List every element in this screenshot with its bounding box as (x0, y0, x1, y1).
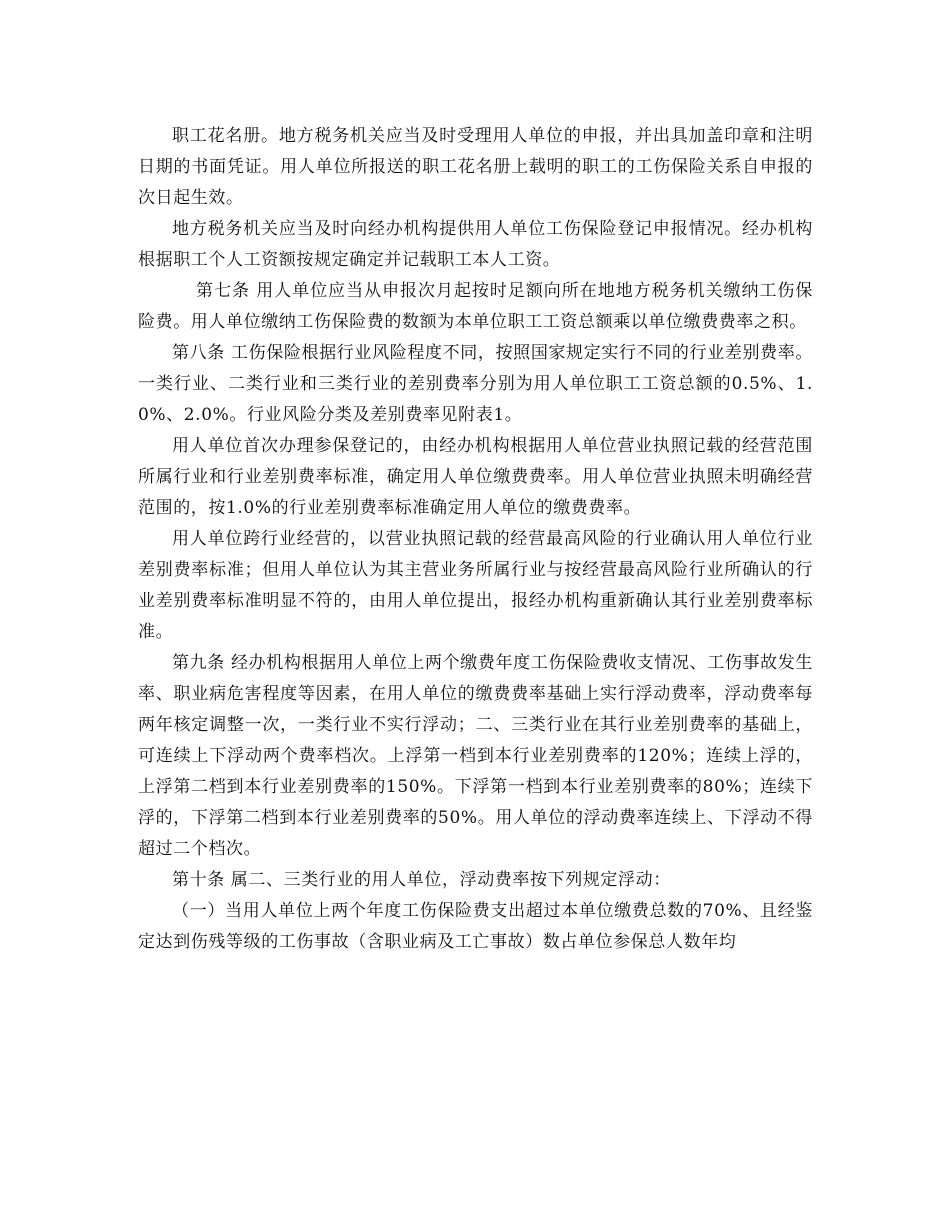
document-body (138, 121, 813, 958)
paragraph-1: 职工花名册。地方税务机关应当及时受理用人单位的申报，并出具加盖印章和注明日期的书面凭证。用人单位所报送的职工花名册上载明的职工的工伤保险关系自申报的次日起生效。 (138, 126, 813, 208)
paragraph-article-7: 第七条 用人单位应当从申报次月起按时足额向所在地地方税务机关缴纳工伤保险费。用人单位缴纳工伤保险费的数额为本单位职工工资总额乘以单位缴费费率之积。 (138, 281, 813, 332)
paragraph-article-10: 第十条 属二、三类行业的用人单位，浮动费率按下列规定浮动： (172, 870, 671, 890)
paragraph-article-9: 第九条 经办机构根据用人单位上两个缴费年度工伤保险费收支情况、工伤事故发生率、职业病危害程度等因素，在用人单位的缴费费率基础上实行浮动费率，浮动费率每两年核定调整一次，一类行业不实行浮动；二、三类行业在其行业差别费率的基础上，可连续上下浮动两个费率档次。上浮第一档到本行业差别费率的120%；连续上浮的，上浮第二档到本行业差别费率的150%。下浮第一档到本行业差别费率的80%；连续下浮的，下浮第二档到本行业差别费率的50%。用人单位的浮动费率连续上、下浮动不得超过二个档次。 (138, 653, 813, 859)
paragraph-5: 用人单位首次办理参保登记的，由经办机构根据用人单位营业执照记载的经营范围所属行业和行业差别费率标准，确定用人单位缴费费率。用人单位营业执照未明确经营范围的，按1.0%的行业差别费率标准确定用人单位的缴费费率。 (138, 436, 813, 518)
paragraph-article-8: 第八条 工伤保险根据行业风险程度不同，按照国家规定实行不同的行业差别费率。一类行业、二类行业和三类行业的差别费率分别为用人单位职工工资总额的0.5%、1.0%、2.0%。行业风险分类及差别费率见附表1。 (138, 343, 813, 425)
paragraph-item-1: （一）当用人单位上两个年度工伤保险费支出超过本单位缴费总数的70%、且经鉴定达到伤残等级的工伤事故（含职业病及工亡事故）数占单位参保总人数年均 (138, 901, 813, 952)
paragraph-6: 用人单位跨行业经营的，以营业执照记载的经营最高风险的行业确认用人单位行业差别费率标准；但用人单位认为其主营业务所属行业与按经营最高风险行业所确认的行业差别费率标准明显不符的，由用人单位提出，报经办机构重新确认其行业差别费率标准。 (138, 529, 813, 642)
paragraph-2: 地方税务机关应当及时向经办机构提供用人单位工伤保险登记申报情况。经办机构根据职工个人工资额按规定确定并记载职工本人工资。 (138, 219, 813, 270)
